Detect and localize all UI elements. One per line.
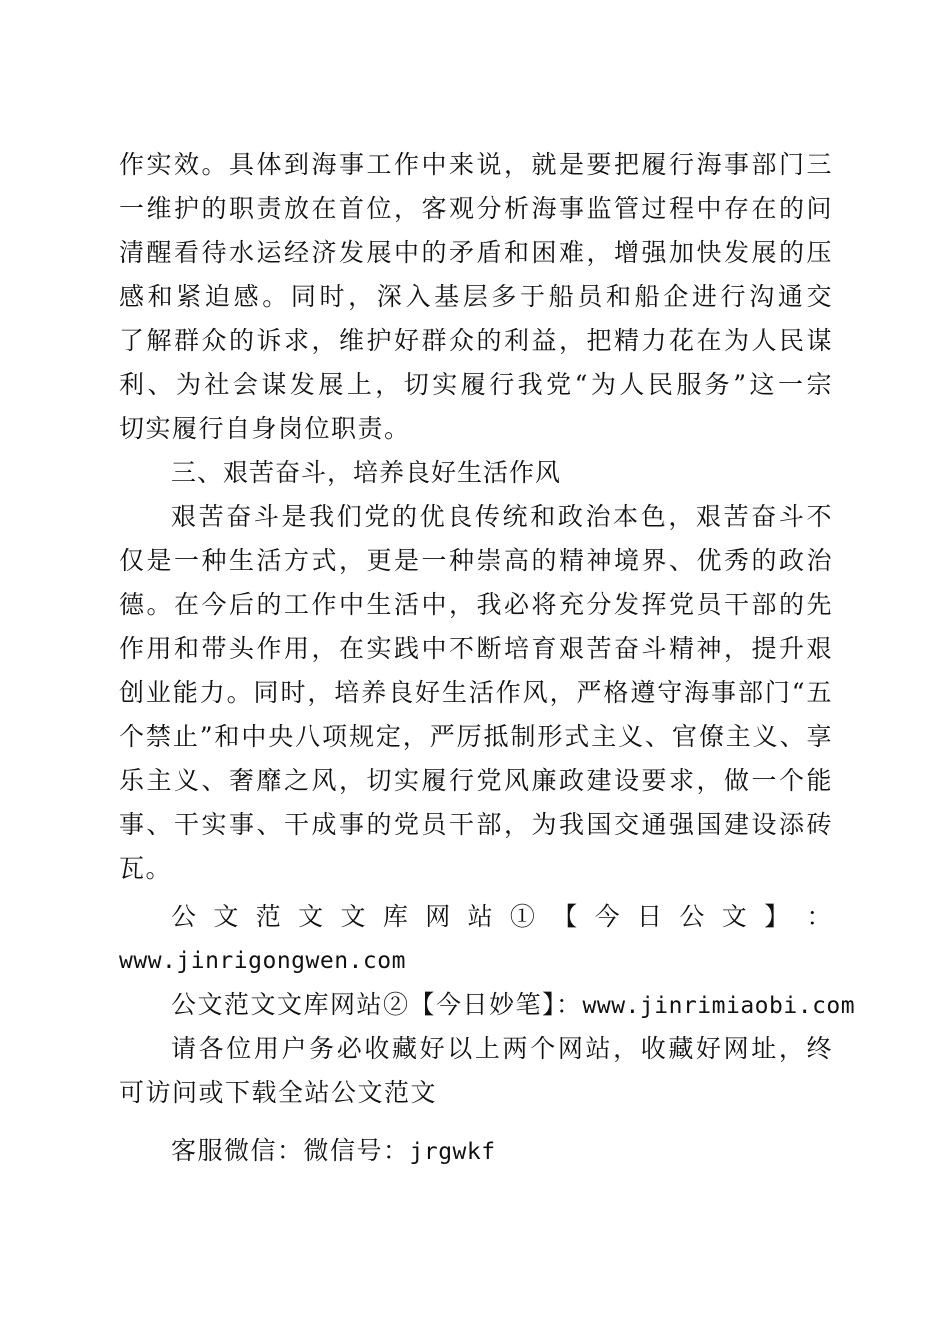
- site2-url-link[interactable]: www.jinrimiaobi.com: [582, 993, 856, 1019]
- text-line: 瓦。: [119, 854, 173, 883]
- paragraph-hard-work: [119, 495, 833, 891]
- text-line: 个禁止”和中央八项规定，严厉抵制形式主义、官僚主义、享: [119, 722, 833, 751]
- site1-label: 公 文 范 文 文 库 网 站 ① 【 今 日 公 文 】 ：: [171, 902, 833, 931]
- text-line: 事、干实事、干成事的党员干部，为我国交通强国建设添砖: [119, 810, 833, 839]
- text-line: 乐主义、奢靡之风，切实履行党风廉政建设要求，做一个能: [119, 766, 833, 795]
- site1-url-link[interactable]: www.jinrigongwen.com: [119, 948, 406, 974]
- text-line: 一维护的职责放在首位，客观分析海事监管过程中存在的问: [119, 194, 833, 223]
- section-heading: 三、艰苦奋斗，培养良好生活作风: [171, 458, 562, 487]
- wechat-id: jrgwkf: [409, 1139, 496, 1165]
- document-page: [119, 143, 856, 1173]
- text-line: 艰苦奋斗是我们党的优良传统和政治本色，艰苦奋斗不: [171, 502, 833, 531]
- text-line: 利、为社会谋发展上，切实履行我党“为人民服务”这一宗: [119, 370, 833, 399]
- text-line: 了解群众的诉求，维护好群众的利益，把精力花在为人民谋: [119, 326, 833, 355]
- text-line: 创业能力。同时，培养良好生活作风，严格遵守海事部门“五: [119, 678, 833, 707]
- text-line: 感和紧迫感。同时，深入基层多于船员和船企进行沟通交: [119, 282, 833, 311]
- text-line: 德。在今后的工作中生活中，我必将充分发挥党员干部的先: [119, 590, 833, 619]
- text-line: 清醒看待水运经济发展中的矛盾和困难，增强加快发展的压: [119, 238, 833, 267]
- footer-links: [119, 895, 856, 1173]
- wechat-label: 客服微信：微信号：: [171, 1136, 410, 1165]
- text-line: 作用和带头作用，在实践中不断培育艰苦奋斗精神，提升艰: [119, 634, 833, 663]
- text-line: 仅是一种生活方式，更是一种崇高的精神境界、优秀的政治: [119, 546, 833, 575]
- paragraph-duty: [119, 143, 833, 451]
- site2-line: [119, 983, 856, 1027]
- site2-label: 公文范文文库网站②【今日妙笔】：: [171, 990, 583, 1019]
- text-line: 作实效。具体到海事工作中来说，就是要把履行海事部门三: [119, 150, 833, 179]
- notice-text: 可访问或下载全站公文范文: [119, 1078, 438, 1107]
- wechat-line: [119, 1129, 833, 1173]
- text-line: 切实履行自身岗位职责。: [119, 414, 411, 443]
- notice-text: 请各位用户务必收藏好以上两个网站，收藏好网址，终: [171, 1034, 833, 1063]
